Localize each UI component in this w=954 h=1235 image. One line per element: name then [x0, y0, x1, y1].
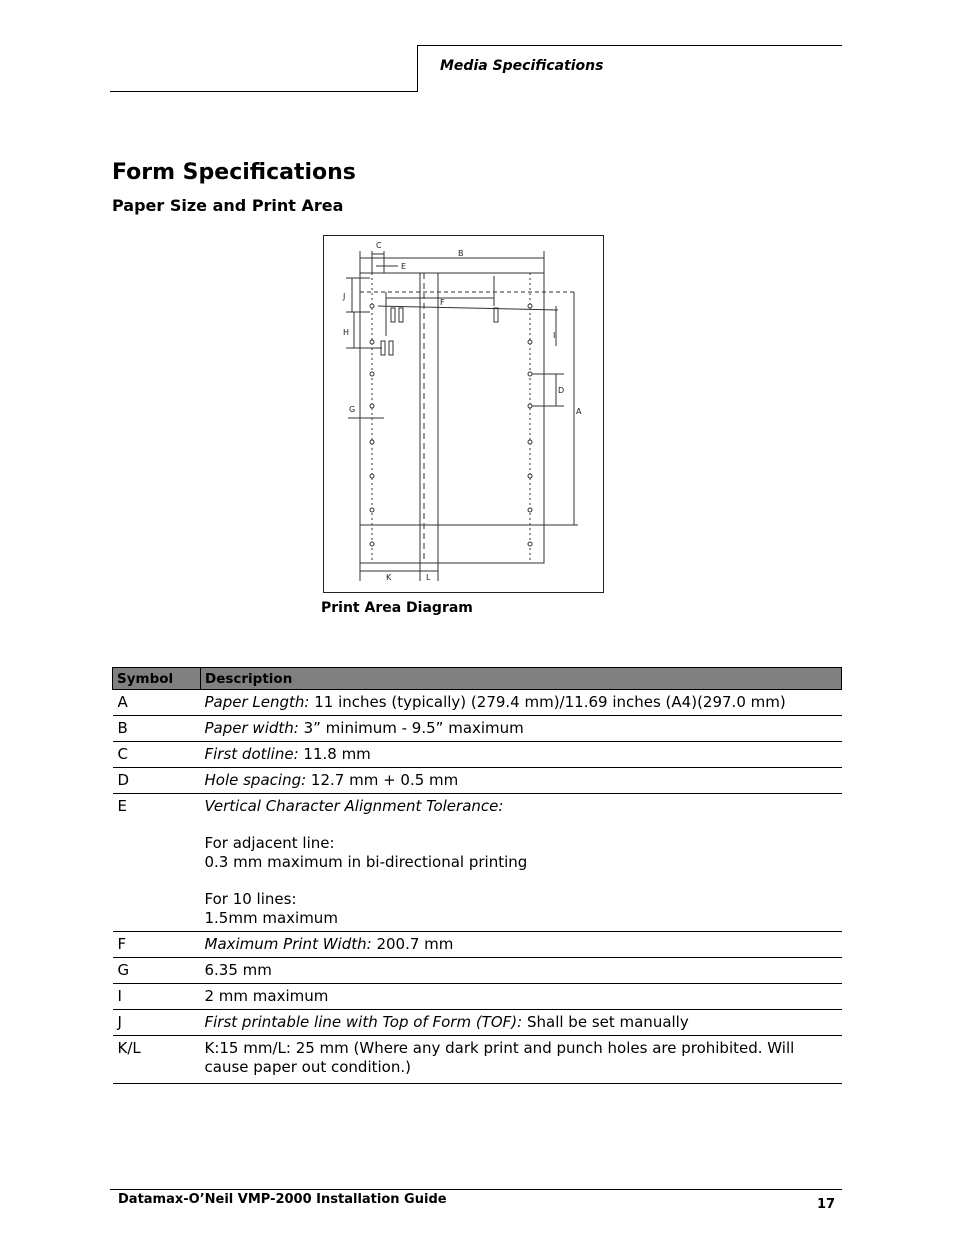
row-symbol: C: [113, 742, 201, 768]
table-row: [113, 794, 842, 932]
header-section-title: Media Specifications: [440, 58, 604, 74]
row-label: Hole spacing:: [204, 771, 307, 789]
row-text: 11.8 mm: [298, 745, 371, 763]
row-symbol: G: [113, 958, 201, 984]
footer-rule: [110, 1189, 842, 1190]
table-row: [113, 1010, 842, 1036]
row-label: Paper width:: [204, 719, 299, 737]
print-head-5: [494, 308, 498, 322]
row-text: 12.7 mm + 0.5 mm: [306, 771, 459, 789]
row-symbol: E: [113, 794, 201, 932]
diagram-label-d: D: [558, 386, 565, 395]
row-label: Paper Length:: [204, 693, 310, 711]
column-header-symbol: Symbol: [113, 668, 201, 690]
diagram-label-a: A: [576, 407, 582, 416]
row-symbol: B: [113, 716, 201, 742]
row-extra-line: For adjacent line:: [204, 834, 335, 852]
paper-outline: [360, 273, 544, 563]
table-row: [113, 690, 842, 716]
row-description: [201, 768, 842, 794]
print-head-2: [399, 308, 403, 322]
row-description: [201, 690, 842, 716]
row-description: [201, 742, 842, 768]
table-row: [113, 984, 842, 1010]
row-text: 200.7 mm: [371, 935, 454, 953]
diagram-label-k: K: [386, 573, 392, 582]
table-row: [113, 958, 842, 984]
page-subtitle: Paper Size and Print Area: [112, 196, 344, 215]
header-rule-divider: [417, 45, 418, 92]
diagram-label-h: H: [343, 328, 350, 337]
diagram-label-c: C: [376, 241, 382, 250]
row-symbol: J: [113, 1010, 201, 1036]
row-text: 3” minimum - 9.5” maximum: [298, 719, 524, 737]
row-symbol: F: [113, 932, 201, 958]
table-row: [113, 1036, 842, 1084]
row-text: 6.35 mm: [204, 961, 272, 979]
row-text: K:15 mm/L: 25 mm (Where any dark print and punch holes are prohibited. Will cause paper out condition.): [204, 1039, 795, 1076]
row-text: Shall be set manually: [522, 1013, 689, 1031]
diagram-label-b: B: [458, 249, 464, 258]
footer-guide-title: Datamax-O’Neil VMP-2000 Installation Guide: [118, 1192, 447, 1207]
row-symbol: D: [113, 768, 201, 794]
row-description: [201, 794, 842, 932]
row-description: [201, 984, 842, 1010]
specifications-table: [112, 667, 842, 1084]
row-description: [201, 716, 842, 742]
diagram-label-f: F: [440, 298, 445, 307]
diagram-label-i: I: [553, 331, 556, 340]
row-symbol: I: [113, 984, 201, 1010]
row-description: [201, 1036, 842, 1084]
row-symbol: A: [113, 690, 201, 716]
row-label: First printable line with Top of Form (TOF):: [204, 1013, 523, 1031]
diagram-label-j: J: [343, 292, 346, 301]
table-row: [113, 742, 842, 768]
print-head-1: [391, 308, 395, 322]
table-row: [113, 768, 842, 794]
column-header-description: Description: [201, 668, 842, 690]
diagram-label-l: L: [426, 573, 431, 582]
row-description: [201, 1010, 842, 1036]
row-label: Maximum Print Width:: [204, 935, 372, 953]
header-rule-top: [417, 45, 842, 46]
table-row: [113, 716, 842, 742]
row-label: Vertical Character Alignment Tolerance:: [204, 797, 504, 815]
header-rule-left: [110, 91, 418, 92]
row-extra-line: 0.3 mm maximum in bi-directional printing: [204, 853, 528, 871]
row-label: First dotline:: [204, 745, 299, 763]
row-extra-line: For 10 lines:: [204, 890, 297, 908]
diagram-caption: Print Area Diagram: [321, 600, 473, 616]
row-text: 2 mm maximum: [204, 987, 329, 1005]
table-header-row: [113, 668, 842, 690]
row-symbol: K/L: [113, 1036, 201, 1084]
row-text: 11 inches (typically) (279.4 mm)/11.69 inches (A4)(297.0 mm): [309, 693, 786, 711]
table-row: [113, 932, 842, 958]
diagram-label-e: E: [401, 262, 407, 271]
print-head-4: [389, 341, 393, 355]
row-description: [201, 932, 842, 958]
diagram-label-g: G: [349, 405, 356, 414]
print-area-diagram: [323, 235, 604, 593]
print-area-diagram-svg: [324, 236, 602, 591]
page-number: 17: [817, 1197, 836, 1212]
page-title: Form Specifications: [112, 160, 356, 185]
row-description: [201, 958, 842, 984]
row-extra-line: 1.5mm maximum: [204, 909, 338, 927]
